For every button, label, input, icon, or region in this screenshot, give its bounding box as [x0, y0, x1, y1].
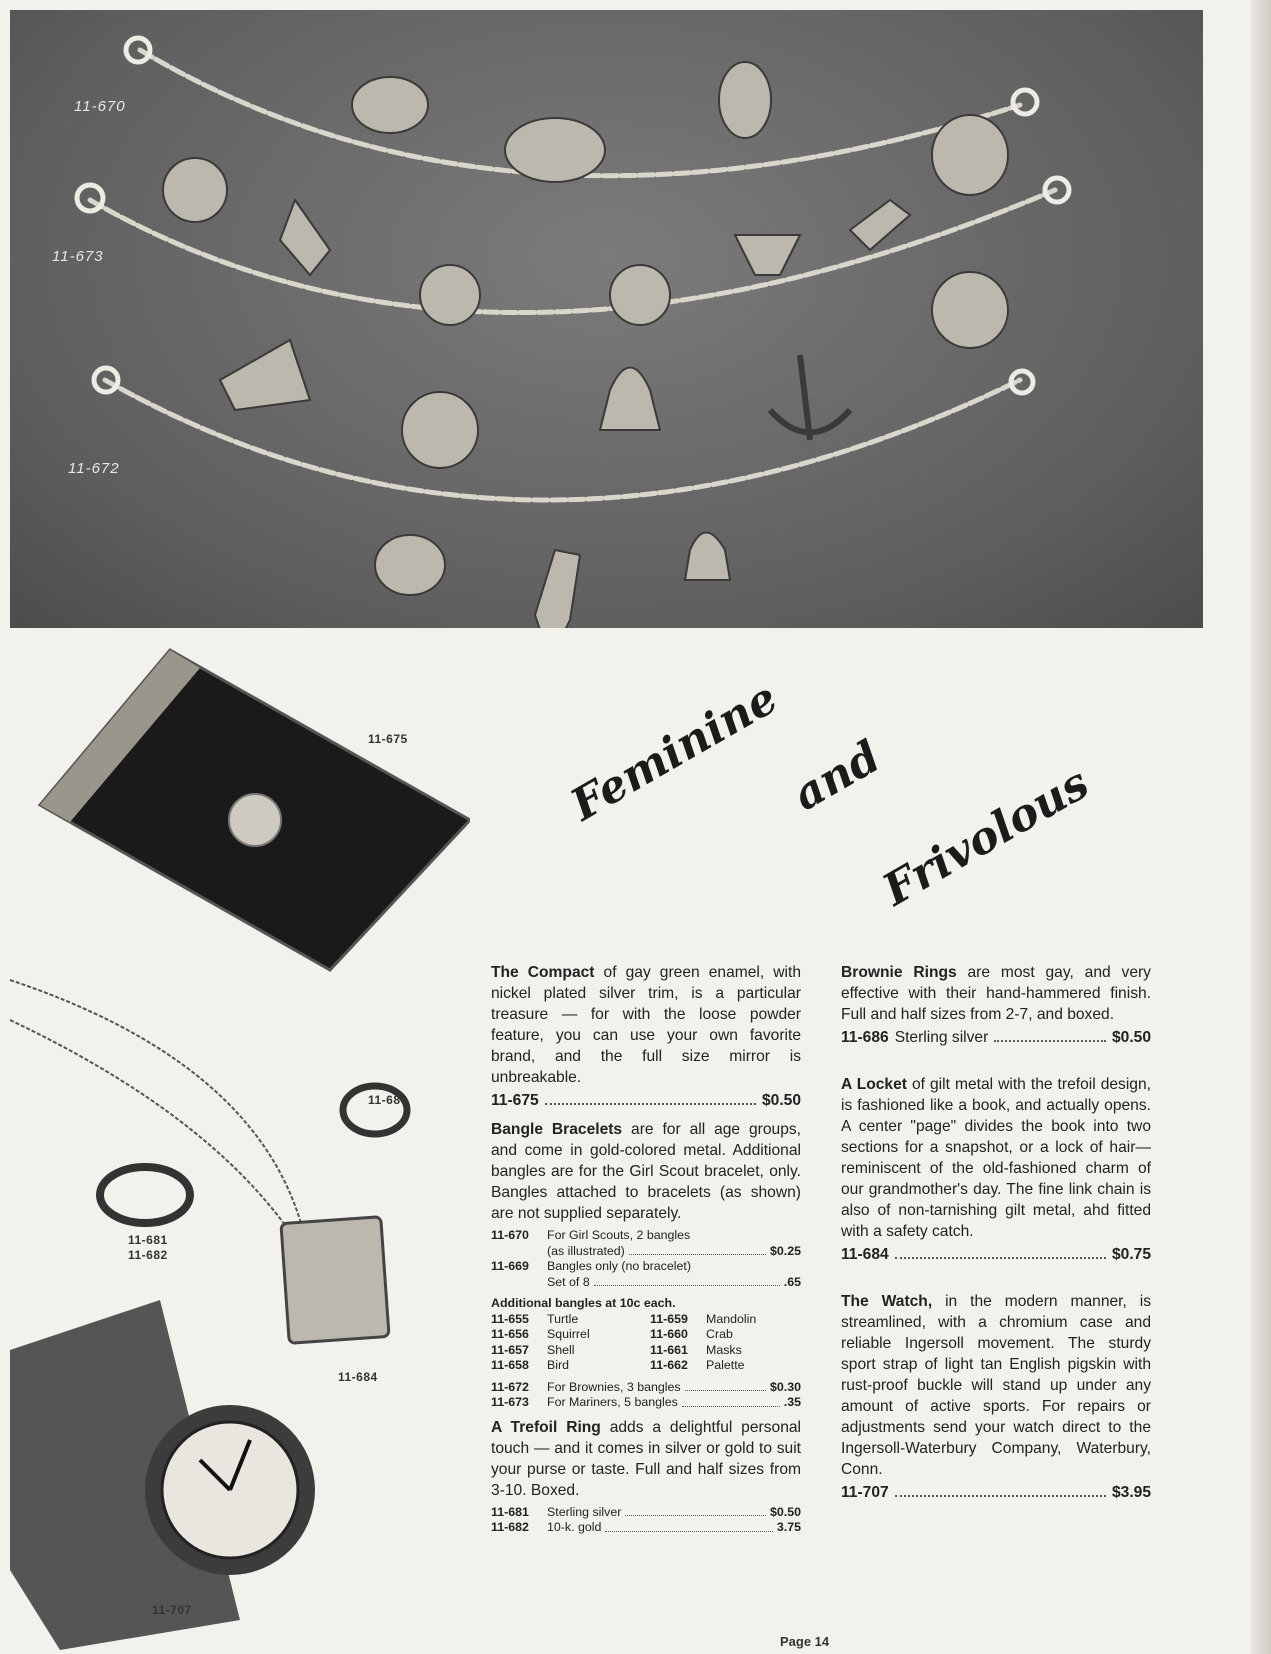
- item-desc: Set of 8: [547, 1274, 590, 1289]
- trefoil-description: [491, 1417, 801, 1501]
- bangles-heading: Bangle Bracelets: [491, 1121, 623, 1138]
- price-row: [491, 1275, 801, 1291]
- brownie-heading: Brownie Rings: [841, 964, 957, 981]
- item-code: 11-659: [650, 1311, 688, 1326]
- bracelet-label-672: 11-672: [68, 460, 120, 477]
- compact-description: [491, 962, 801, 1088]
- bangle-entry: [650, 1358, 801, 1374]
- clasp-ring: [1013, 90, 1037, 114]
- bracelets-illustration: [10, 10, 1203, 628]
- page-number: Page 14: [780, 1634, 830, 1649]
- item-desc: Squirrel: [547, 1327, 590, 1341]
- item-code: 11-681: [491, 1504, 529, 1519]
- item-code: 11-672: [491, 1379, 529, 1394]
- trefoil-heading: A Trefoil Ring: [491, 1418, 601, 1436]
- ships-wheel-charm: [402, 392, 478, 468]
- trefoil-body-text: adds a delightful personal touch — and it comes in silver or gold to suit your purse or taste. Full and half sizes from 3-10. Boxed.: [491, 1418, 802, 1499]
- item-code: 11-673: [491, 1395, 529, 1409]
- compact-illustration: [30, 640, 470, 980]
- flower-charm: [610, 265, 670, 325]
- price-row: [491, 1395, 801, 1411]
- bird-charm: [280, 200, 330, 275]
- item-code: 11-661: [650, 1342, 688, 1357]
- item-desc: Bird: [547, 1358, 570, 1372]
- item-price: .65: [783, 1274, 801, 1289]
- locket-code: 11-684: [841, 1246, 889, 1263]
- headline-feminine: Feminine: [562, 672, 787, 831]
- item-desc: (as illustrated): [547, 1243, 625, 1258]
- watch-code-label: 11-707: [152, 1603, 192, 1617]
- item-price: $0.30: [769, 1379, 801, 1394]
- watch-heading: The Watch,: [841, 1293, 933, 1310]
- watch-price: $3.95: [1111, 1484, 1151, 1501]
- bracelet-label-673: 11-673: [52, 248, 104, 265]
- locket: [281, 1217, 389, 1344]
- trefoil-emblem: [229, 794, 281, 846]
- bangle-entry: [491, 1327, 642, 1343]
- watch-code: 11-707: [841, 1484, 889, 1501]
- trefoil-ring-code-label-a: 11-681: [128, 1233, 168, 1247]
- turtle-charm: [505, 118, 605, 182]
- headline-and: and: [784, 731, 890, 821]
- anchor-charm: [770, 355, 850, 440]
- bangle-entry: [650, 1312, 801, 1328]
- price-row: [491, 1228, 801, 1244]
- watch-price-line: [841, 1482, 1151, 1503]
- item-price: $0.25: [769, 1243, 801, 1258]
- shell-charm: [735, 235, 800, 275]
- watch-body-text: in the modern manner, is streamlined, with a chromium case and reliable Ingersoll movement. The sturdy sport strap of light tan English pigskin with rust-proof buckle will stand up under any amount of active sports. For repairs or adjustments send your watch direct to the Ingersoll-Waterbury Company, Waterbury, Conn.: [841, 1293, 1151, 1478]
- item-desc: 10-k. gold: [547, 1520, 602, 1534]
- brownie-code: 11-686: [841, 1029, 889, 1046]
- brownie-ring-code-label: 11-686: [368, 1093, 408, 1107]
- crab-charm: [352, 77, 428, 133]
- palette-charm: [163, 158, 227, 222]
- bell-charm-small: [685, 533, 730, 581]
- item-code: 11-660: [650, 1327, 688, 1341]
- bangles-price-list: [491, 1228, 801, 1411]
- item-desc: Mandolin: [706, 1311, 757, 1326]
- bangle-entry: [650, 1327, 801, 1343]
- squirrel-charm: [719, 62, 771, 138]
- price-row: [491, 1380, 801, 1396]
- duck-charm: [375, 535, 445, 595]
- compact-body-text: of gay green enamel, with nickel plated silver trim, is a particular treasure — for with the loose powder feature, you can use your own favorite brand, and the full size mirror is unbreakable.: [491, 964, 801, 1086]
- item-desc: Sterling silver: [547, 1504, 622, 1519]
- item-desc: Shell: [547, 1342, 575, 1357]
- ship-charm: [220, 340, 310, 410]
- brownie-body-text: are most gay, and very effective with their hand-hammered finish. Full and half sizes from 2-7, and boxed.: [841, 964, 1151, 1023]
- compact-price-line: [491, 1090, 801, 1111]
- item-code: 11-657: [491, 1342, 529, 1357]
- item-code: 11-662: [650, 1358, 688, 1372]
- jewelry-illustration: [0, 970, 480, 1650]
- compact-code-label: 11-675: [368, 732, 408, 746]
- watch-description: [841, 1291, 1151, 1480]
- trefoil-charm: [420, 265, 480, 325]
- brownie-description: [841, 962, 1151, 1025]
- item-desc: Bangles only (no bracelet): [547, 1259, 691, 1273]
- bangle-entry: [491, 1358, 642, 1374]
- locket-chain: [10, 1020, 285, 1225]
- bracelets-photo: [10, 10, 1203, 628]
- item-desc: Masks: [706, 1342, 742, 1357]
- item-desc: For Brownies, 3 bangles: [547, 1379, 681, 1394]
- item-desc: Palette: [706, 1358, 745, 1372]
- item-desc: For Girl Scouts, 2 bangles: [547, 1228, 691, 1242]
- item-price: .35: [783, 1395, 801, 1409]
- compact-price: $0.50: [761, 1092, 801, 1109]
- mandolin-charm: [850, 200, 910, 250]
- right-text-column: [841, 962, 1151, 1503]
- item-code: 11-656: [491, 1327, 529, 1341]
- item-code: 11-669: [491, 1259, 529, 1273]
- bangle-entry: [650, 1343, 801, 1359]
- item-price: $0.50: [769, 1504, 801, 1519]
- bangle-entry: [491, 1343, 642, 1359]
- item-desc: For Mariners, 5 bangles: [547, 1395, 678, 1409]
- price-row: [491, 1259, 801, 1275]
- item-code: 11-658: [491, 1358, 529, 1372]
- trefoil-ring-code-label-b: 11-682: [128, 1248, 168, 1262]
- item-code: 11-670: [491, 1228, 529, 1242]
- trefoil-price-list: [491, 1505, 801, 1536]
- brownie-desc: Sterling silver: [894, 1029, 989, 1046]
- price-row: [491, 1505, 801, 1521]
- bracelet-chain-673: [90, 190, 1055, 313]
- item-code: 11-655: [491, 1311, 529, 1326]
- locket-heading: A Locket: [841, 1076, 907, 1093]
- locket-price: $0.75: [1111, 1246, 1151, 1263]
- locket-body-text: of gilt metal with the trefoil design, is fashioned like a book, and actually opens. A center "page" divides the book into two sections for a snapshot, or a lock of hair—reminiscent of the old-fashioned charm of our grandmother's day. The fine link chain is also of non-tarnishing gilt metal, ahd fitted with a safety catch.: [841, 1076, 1151, 1240]
- additional-bangles-heading: Additional bangles at 10c each.: [491, 1296, 676, 1310]
- locket-chain: [10, 980, 320, 1248]
- bracelet-label-670: 11-670: [74, 98, 126, 115]
- trefoil-ring: [100, 1167, 190, 1223]
- bangles-body-text: are for all age groups, and come in gold-colored metal. Additional bangles are for the Girl Scout bracelet, only. Bangles attached to bracelets (as shown) are not supplied separately.: [491, 1121, 802, 1222]
- price-row: [491, 1520, 801, 1536]
- price-row: [491, 1244, 801, 1260]
- item-code: 11-682: [491, 1520, 529, 1534]
- item-desc: Crab: [706, 1327, 733, 1341]
- headline-frivolous: Frivolous: [874, 757, 1098, 916]
- life-ring-charm: [932, 272, 1008, 348]
- item-desc: Turtle: [547, 1311, 579, 1326]
- compact-heading: The Compact: [491, 964, 595, 981]
- bangles-description: [491, 1119, 801, 1224]
- bell-charm: [600, 368, 660, 431]
- brownie-price-line: [841, 1027, 1151, 1048]
- masks-charm: [932, 115, 1008, 195]
- compact-code: 11-675: [491, 1092, 539, 1109]
- additional-bangles-list: [491, 1312, 801, 1374]
- item-price: 3.75: [776, 1520, 801, 1534]
- page-edge: [1251, 0, 1271, 1654]
- locket-code-label: 11-684: [338, 1370, 378, 1384]
- brownie-charm: [535, 550, 580, 628]
- brownie-price: $0.50: [1111, 1029, 1151, 1046]
- left-text-column: [491, 962, 801, 1536]
- locket-price-line: [841, 1244, 1151, 1265]
- bangle-entry: [491, 1312, 642, 1328]
- locket-description: [841, 1074, 1151, 1242]
